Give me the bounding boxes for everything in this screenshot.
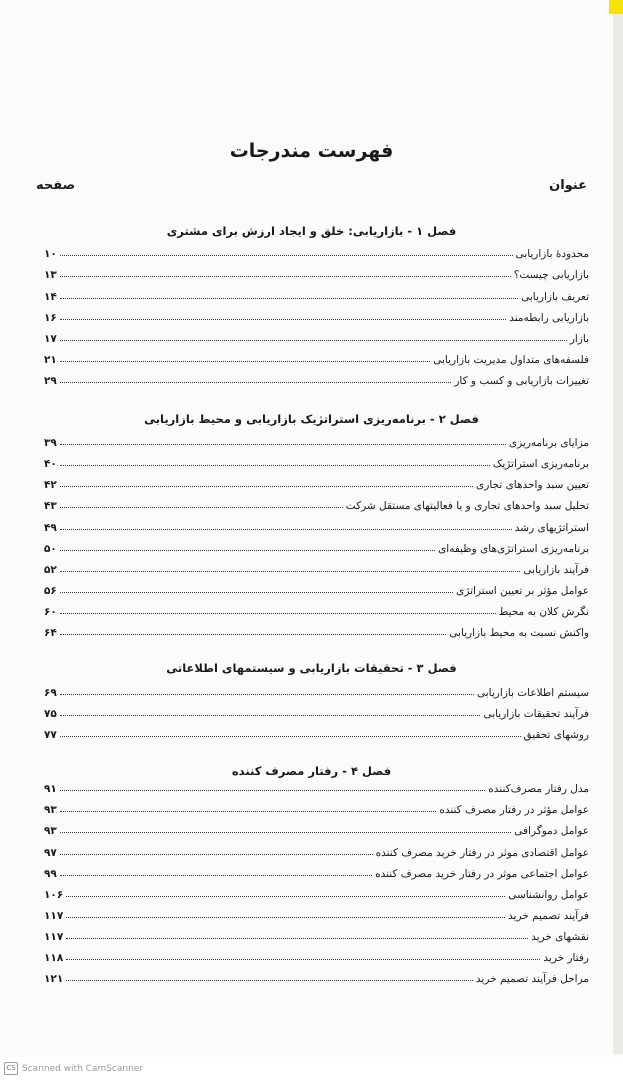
section-title: فصل ۳ - تحقیقات بازاریابی و سیستمهای اطلاعاتی [166, 661, 457, 675]
toc-entry [44, 620, 589, 639]
entry-text: عوامل دموگرافی [514, 825, 589, 837]
entry-page: ۵۲ [44, 564, 57, 576]
entry-page: ۱۱۷ [44, 910, 64, 922]
entry-page: ۹۹ [44, 868, 57, 880]
toc-entry [44, 536, 589, 555]
dot-leader [60, 276, 511, 277]
entry-page: ۴۲ [44, 479, 57, 491]
dot-leader [60, 613, 496, 614]
dot-leader [60, 486, 473, 487]
toc-entry [44, 430, 589, 449]
entry-text: عوامل روانشناسی [508, 889, 589, 901]
entry-page: ۶۹ [44, 687, 57, 699]
entry-page: ۱۱۷ [44, 931, 64, 943]
entry-text: نگرش کلان به محیط [498, 606, 589, 618]
dot-leader [60, 736, 521, 737]
camscanner-logo-icon: CS [4, 1062, 18, 1075]
entry-page: ۴۹ [44, 522, 57, 534]
dot-leader [60, 854, 373, 855]
toc-entry [44, 557, 589, 576]
dot-leader [60, 361, 430, 362]
entry-page: ۱۳ [44, 269, 57, 281]
dot-leader [66, 938, 528, 939]
entry-page: ۷۵ [44, 708, 57, 720]
entry-text: عوامل اجتماعی موثر در رفتار خرید مصرف کننده [375, 868, 589, 880]
entry-page: ۹۳ [44, 825, 57, 837]
entry-text: برنامه‌ریزی استراتژی‌های وظیفه‌ای [438, 543, 589, 555]
entry-text: رفتار خرید [543, 952, 589, 964]
dot-leader [60, 811, 437, 812]
column-title-label: عنوان [549, 178, 587, 193]
entry-text: مزایای برنامه‌ریزی [508, 437, 589, 449]
entry-page: ۳۹ [44, 437, 57, 449]
entry-text: محدودهٔ بازاریابی [515, 248, 589, 260]
dot-leader [60, 832, 511, 833]
dot-leader [60, 319, 506, 320]
toc-entry [44, 578, 589, 597]
entry-text: بازاریابی رابطه‌مند [509, 312, 589, 324]
entry-text: بازاریابی چیست؟ [513, 269, 589, 281]
watermark-text: Scanned with CamScanner [22, 1063, 144, 1074]
dot-leader [60, 465, 490, 466]
section-title: فصل ۲ - برنامه‌ریزی استراتژیک بازاریابی و محیط بازاریابی [144, 412, 479, 426]
dot-leader [60, 694, 474, 695]
toc-entry [44, 680, 589, 699]
entry-page: ۴۰ [44, 458, 57, 470]
toc-entry [44, 241, 589, 260]
toc-entry [44, 776, 589, 795]
section-title: فصل ۴ - رفتار مصرف کننده [231, 764, 392, 778]
entry-text: روشهای تحقیق [523, 729, 589, 741]
entry-text: واکنش نسبت به محیط بازاریابی [449, 627, 589, 639]
toc-entry [44, 818, 589, 837]
dot-leader [60, 875, 372, 876]
toc-entry [44, 472, 589, 491]
toc-entry [44, 326, 589, 345]
page-title: فهرست مندرجات [229, 140, 394, 162]
entry-page: ۴۳ [44, 500, 57, 512]
toc-entry [44, 701, 589, 720]
toc-entry [44, 966, 589, 985]
entry-text: استراتژیهای رشد [514, 522, 589, 534]
entry-text: تعریف بازاریابی [521, 291, 589, 303]
entry-page: ۱۴ [44, 291, 57, 303]
entry-text: مراحل فرآیند تصمیم خرید [475, 973, 589, 985]
toc-entry [44, 797, 589, 816]
dot-leader [60, 507, 343, 508]
toc-entry [44, 368, 589, 387]
dot-leader [60, 634, 446, 635]
dot-leader [60, 592, 453, 593]
entry-page: ۱۲۱ [44, 973, 64, 985]
entry-page: ۷۷ [44, 729, 57, 741]
entry-text: عوامل اقتصادی موثر در رفتار خرید مصرف کننده [375, 847, 589, 859]
dot-leader [60, 340, 567, 341]
dot-leader [66, 959, 540, 960]
entry-text: تحلیل سبد واحدهای تجاری و یا فعالیتهای مستقل شرکت [345, 500, 589, 512]
column-page-label: صفحه [36, 178, 76, 193]
entry-text: بازار [569, 333, 589, 345]
toc-entry [44, 451, 589, 470]
entry-page: ۹۷ [44, 847, 57, 859]
toc-entry [44, 515, 589, 534]
dot-leader [60, 790, 485, 791]
page-edge [613, 14, 623, 1054]
dot-leader [60, 529, 512, 530]
scanner-watermark [0, 1057, 623, 1080]
dot-leader [60, 255, 513, 256]
dot-leader [60, 550, 435, 551]
entry-text: فلسفه‌های متداول مدیریت بازاریابی [433, 354, 589, 366]
entry-text: نقشهای خرید [531, 931, 589, 943]
entry-text: فرآیند تحقیقات بازاریابی [483, 708, 589, 720]
dot-leader [60, 715, 481, 716]
toc-entry [44, 861, 589, 880]
dot-leader [60, 444, 506, 445]
entry-page: ۶۰ [44, 606, 57, 618]
entry-page: ۱۶ [44, 312, 57, 324]
entry-text: مدل رفتار مصرف‌کننده [488, 783, 589, 795]
toc-entry [44, 493, 589, 512]
toc-entry [44, 924, 589, 943]
entry-text: برنامه‌ریزی استراتژیک [492, 458, 589, 470]
entry-page: ۱۰۶ [44, 889, 64, 901]
toc-entry [44, 945, 589, 964]
toc-entry [44, 882, 589, 901]
entry-text: عوامل مؤثر در رفتار مصرف کننده [439, 804, 589, 816]
entry-page: ۱۰ [44, 248, 57, 260]
entry-text: تعیین سبد واحدهای تجاری [476, 479, 589, 491]
toc-entry [44, 599, 589, 618]
yellow-corner [609, 0, 623, 14]
entry-text: عوامل مؤثر بر تعیین استراتژی [456, 585, 589, 597]
entry-page: ۵۶ [44, 585, 57, 597]
entry-text: فرآیند بازاریابی [523, 564, 589, 576]
entry-page: ۱۷ [44, 333, 57, 345]
entry-page: ۲۹ [44, 375, 57, 387]
toc-entry [44, 347, 589, 366]
dot-leader [60, 571, 521, 572]
entry-page: ۹۱ [44, 783, 57, 795]
dot-leader [66, 917, 505, 918]
dot-leader [60, 382, 452, 383]
section-title: فصل ۱ - بازاریابی: خلق و ایجاد ارزش برای مشتری [166, 224, 457, 238]
toc-entry [44, 284, 589, 303]
entry-text: سیستم اطلاعات بازاریابی [476, 687, 589, 699]
entry-page: ۲۱ [44, 354, 57, 366]
toc-entry [44, 840, 589, 859]
entry-text: فرآیند تصمیم خرید [508, 910, 589, 922]
entry-page: ۱۱۸ [44, 952, 64, 964]
toc-entry [44, 262, 589, 281]
toc-entry [44, 722, 589, 741]
entry-text: تغییرات بازاریابی و کسب و کار [454, 375, 589, 387]
entry-page: ۶۴ [44, 627, 57, 639]
dot-leader [66, 896, 505, 897]
toc-entry [44, 903, 589, 922]
toc-entry [44, 305, 589, 324]
entry-page: ۹۳ [44, 804, 57, 816]
dot-leader [66, 980, 473, 981]
entry-page: ۵۰ [44, 543, 57, 555]
dot-leader [60, 298, 518, 299]
